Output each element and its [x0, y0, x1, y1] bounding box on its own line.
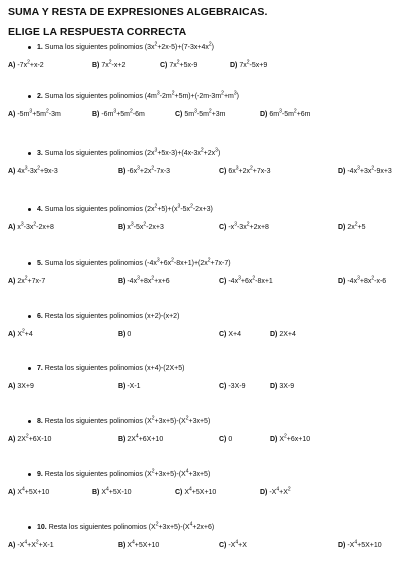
option-text: $-X^4+X^2+X-1$: [17, 539, 54, 549]
answer-option-d[interactable]: [338, 539, 382, 549]
option-letter: B): [118, 224, 126, 231]
bullet-icon: [28, 420, 31, 423]
question-10: [0, 521, 417, 564]
option-letter: B): [118, 331, 126, 338]
answer-option-c[interactable]: [175, 486, 217, 496]
answer-option-b[interactable]: [118, 331, 131, 338]
question-3: [0, 147, 417, 190]
option-text: 0: [127, 331, 132, 338]
question-number: 1.: [37, 44, 43, 51]
option-letter: C): [219, 436, 227, 443]
bullet-icon: [28, 473, 31, 476]
option-letter: B): [92, 62, 100, 69]
question-prompt: Resta los siguientes polinomios $(X^2+3x+5)-(X^2+3x+5)$: [44, 415, 211, 425]
option-text: $X^2+6x+10$: [279, 433, 311, 443]
option-letter: D): [270, 383, 278, 390]
answer-option-b[interactable]: [118, 165, 171, 175]
question-stem: [28, 41, 214, 51]
answer-option-d[interactable]: [270, 383, 294, 390]
option-letter: D): [338, 224, 346, 231]
option-letter: D): [338, 278, 346, 285]
question-number: 9.: [37, 471, 43, 478]
bullet-icon: [28, 208, 31, 211]
option-letter: A): [8, 168, 16, 175]
option-letter: C): [175, 111, 183, 118]
question-number: 6.: [37, 313, 43, 320]
option-text: $2x^2+5$: [347, 221, 366, 231]
bullet-icon: [28, 367, 31, 370]
answer-option-b[interactable]: [92, 486, 132, 496]
answer-option-a[interactable]: [8, 328, 33, 338]
answer-option-c[interactable]: [219, 331, 241, 338]
option-text: $2x^2+7x-7$: [17, 275, 46, 285]
bullet-icon: [28, 526, 31, 529]
question-prompt: Suma los siguientes polinomios $(2x^2+5)+(x^3-5x^2-2x+3)$: [44, 203, 213, 213]
question-5: [0, 257, 417, 300]
worksheet-instructions: ELIGE LA RESPUESTA CORRECTA: [8, 26, 187, 38]
option-letter: B): [118, 278, 126, 285]
option-text: -3X-9: [228, 383, 246, 390]
answer-option-b[interactable]: [92, 59, 126, 69]
option-text: $-4x^3+8x^2-x-6$: [347, 275, 387, 285]
option-text: $7x^2-x+2$: [101, 59, 126, 69]
question-stem: [28, 468, 211, 478]
bullet-icon: [28, 262, 31, 265]
answer-option-d[interactable]: [260, 486, 291, 496]
option-text: $-X^4+5X+10$: [347, 539, 382, 549]
option-text: 3X-9: [279, 383, 295, 390]
option-letter: B): [118, 542, 126, 549]
answer-option-d[interactable]: [260, 108, 311, 118]
option-text: $x^3-5x^2-2x+3$: [127, 221, 164, 231]
answer-option-a[interactable]: [8, 433, 52, 443]
bullet-icon: [28, 95, 31, 98]
option-letter: A): [8, 436, 16, 443]
question-number: 5.: [37, 260, 43, 267]
question-stem: [28, 313, 179, 320]
option-text: $6m^3-5m^2+6m$: [269, 108, 311, 118]
answer-option-d[interactable]: [338, 165, 392, 175]
option-letter: B): [118, 436, 126, 443]
option-letter: A): [8, 278, 16, 285]
answer-option-d[interactable]: [338, 221, 366, 231]
question-stem: [28, 203, 213, 213]
answer-option-c[interactable]: [219, 436, 232, 443]
answer-option-b[interactable]: [118, 539, 160, 549]
answer-option-a[interactable]: [8, 108, 61, 118]
answer-option-d[interactable]: [270, 331, 296, 338]
option-letter: C): [219, 278, 227, 285]
option-text: $-X^4+X$: [228, 539, 247, 549]
option-letter: C): [219, 542, 227, 549]
option-letter: D): [338, 542, 346, 549]
option-text: $-X^4+X^2$: [269, 486, 291, 496]
question-prompt: Resta los siguientes polinomios $(X^2+3x+5)-(X^4+2x+6)$: [48, 521, 215, 531]
option-letter: A): [8, 111, 16, 118]
option-text: $-6m^3+5m^2-6m$: [101, 108, 145, 118]
answer-option-c[interactable]: [219, 539, 247, 549]
question-number: 4.: [37, 206, 43, 213]
option-text: $-4x^3+3x^2-9x+3$: [347, 165, 392, 175]
question-4: [0, 203, 417, 246]
answer-option-a[interactable]: [8, 539, 54, 549]
question-prompt: Suma los siguientes polinomios $(2x^3+5x-3)+(4x-3x^2+2x^3)$: [44, 147, 221, 157]
question-7: [0, 365, 417, 405]
option-letter: C): [219, 168, 227, 175]
option-text: $6x^3+2x^2+7x-3$: [228, 165, 271, 175]
answer-option-d[interactable]: [230, 59, 268, 69]
option-letter: D): [270, 331, 278, 338]
bullet-icon: [28, 315, 31, 318]
question-number: 3.: [37, 150, 43, 157]
answer-option-b[interactable]: [118, 275, 170, 285]
option-text: $x^3-3x^2-2x+8$: [17, 221, 54, 231]
option-letter: D): [230, 62, 238, 69]
option-letter: C): [219, 331, 227, 338]
answer-option-d[interactable]: [270, 433, 311, 443]
option-text: $-6x^3+2x^2-7x-3$: [127, 165, 171, 175]
answer-option-a[interactable]: [8, 59, 44, 69]
answer-option-a[interactable]: [8, 383, 34, 390]
answer-option-c[interactable]: [160, 59, 198, 69]
question-prompt: Resta los siguientes polinomios (x+4)-(2X+5): [44, 365, 185, 372]
option-letter: C): [175, 489, 183, 496]
option-text: $X^4+5X-10$: [101, 486, 132, 496]
option-letter: C): [160, 62, 168, 69]
question-stem: [28, 365, 184, 372]
option-text: $-5m^3+5m^2-3m$: [17, 108, 61, 118]
option-text: 0: [228, 436, 233, 443]
answer-option-c[interactable]: [175, 108, 226, 118]
option-letter: A): [8, 224, 16, 231]
question-stem: [28, 415, 211, 425]
question-number: 10.: [37, 524, 47, 531]
answer-option-b[interactable]: [92, 108, 145, 118]
option-letter: B): [92, 111, 100, 118]
question-stem: [28, 147, 221, 157]
question-prompt: Resta los siguientes polinomios $(X^2+3x+5)-(X^4+3x+5)$: [44, 468, 211, 478]
option-letter: A): [8, 331, 16, 338]
option-letter: C): [219, 224, 227, 231]
question-stem: [28, 257, 231, 267]
option-text: $-4x^3+6x^2-8x+1$: [228, 275, 273, 285]
option-letter: C): [219, 383, 227, 390]
answer-option-c[interactable]: [219, 275, 273, 285]
option-text: $5m^3-5m^2+3m$: [184, 108, 226, 118]
bullet-icon: [28, 46, 31, 49]
answer-option-a[interactable]: [8, 221, 54, 231]
question-number: 8.: [37, 418, 43, 425]
question-number: 7.: [37, 365, 43, 372]
option-text: $-x^3-3x^2+2x+8$: [228, 221, 269, 231]
option-text: 2X+4: [279, 331, 296, 338]
option-text: $7x^2+5x-9$: [169, 59, 198, 69]
answer-option-d[interactable]: [338, 275, 387, 285]
question-stem: [28, 521, 215, 531]
answer-option-a[interactable]: [8, 486, 50, 496]
answer-option-c[interactable]: [219, 383, 245, 390]
bullet-icon: [28, 152, 31, 155]
option-text: $-7x^2+x-2$: [17, 59, 44, 69]
option-letter: D): [260, 489, 268, 496]
question-prompt: Suma los siguientes polinomios $(-4x^3+6x^2-8x+1)+(2x^2+7x-7)$: [44, 257, 231, 267]
option-text: -X-1: [127, 383, 141, 390]
question-prompt: Resta los siguientes polinomios (x+2)-(x+2): [44, 313, 180, 320]
question-number: 2.: [37, 93, 43, 100]
answer-option-b[interactable]: [118, 221, 164, 231]
option-text: $X^4+5X+10$: [184, 486, 217, 496]
option-letter: D): [338, 168, 346, 175]
question-1: [0, 41, 417, 84]
question-8: [0, 415, 417, 458]
option-text: $7x^2-5x+9$: [239, 59, 268, 69]
option-text: $4x^3-3x^2+9x-3$: [17, 165, 58, 175]
option-letter: A): [8, 489, 16, 496]
answer-option-a[interactable]: [8, 165, 58, 175]
answer-option-c[interactable]: [219, 221, 269, 231]
option-letter: A): [8, 62, 16, 69]
question-stem: [28, 90, 239, 100]
option-text: $X^4+5X+10$: [17, 486, 50, 496]
option-text: X+4: [228, 331, 241, 338]
option-letter: D): [270, 436, 278, 443]
option-text: $2X^4+6X+10$: [127, 433, 164, 443]
option-text: $2X^2+6X-10$: [17, 433, 52, 443]
option-text: $-4x^3+8x^2+x+6$: [127, 275, 170, 285]
question-prompt: Suma los siguientes polinomios $(3x^2+2x-5)+(7-3x+4x^2)$: [44, 41, 214, 51]
option-letter: A): [8, 383, 16, 390]
option-text: 3X+9: [17, 383, 34, 390]
option-letter: B): [118, 168, 126, 175]
answer-option-b[interactable]: [118, 433, 164, 443]
option-letter: B): [92, 489, 100, 496]
worksheet-title: SUMA Y RESTA DE EXPRESIONES ALGEBRAICAS.: [8, 6, 268, 18]
answer-option-c[interactable]: [219, 165, 271, 175]
option-text: $X^2+4$: [17, 328, 33, 338]
option-letter: A): [8, 542, 16, 549]
option-text: $X^4+5X+10$: [127, 539, 160, 549]
question-prompt: Suma los siguientes polinomios $(4m^3-2m^2+5m)+(-2m-3m^2+m^3)$: [44, 90, 239, 100]
question-6: [0, 313, 417, 353]
question-9: [0, 468, 417, 511]
question-2: [0, 90, 417, 133]
answer-option-b[interactable]: [118, 383, 141, 390]
option-letter: B): [118, 383, 126, 390]
option-letter: D): [260, 111, 268, 118]
answer-option-a[interactable]: [8, 275, 46, 285]
